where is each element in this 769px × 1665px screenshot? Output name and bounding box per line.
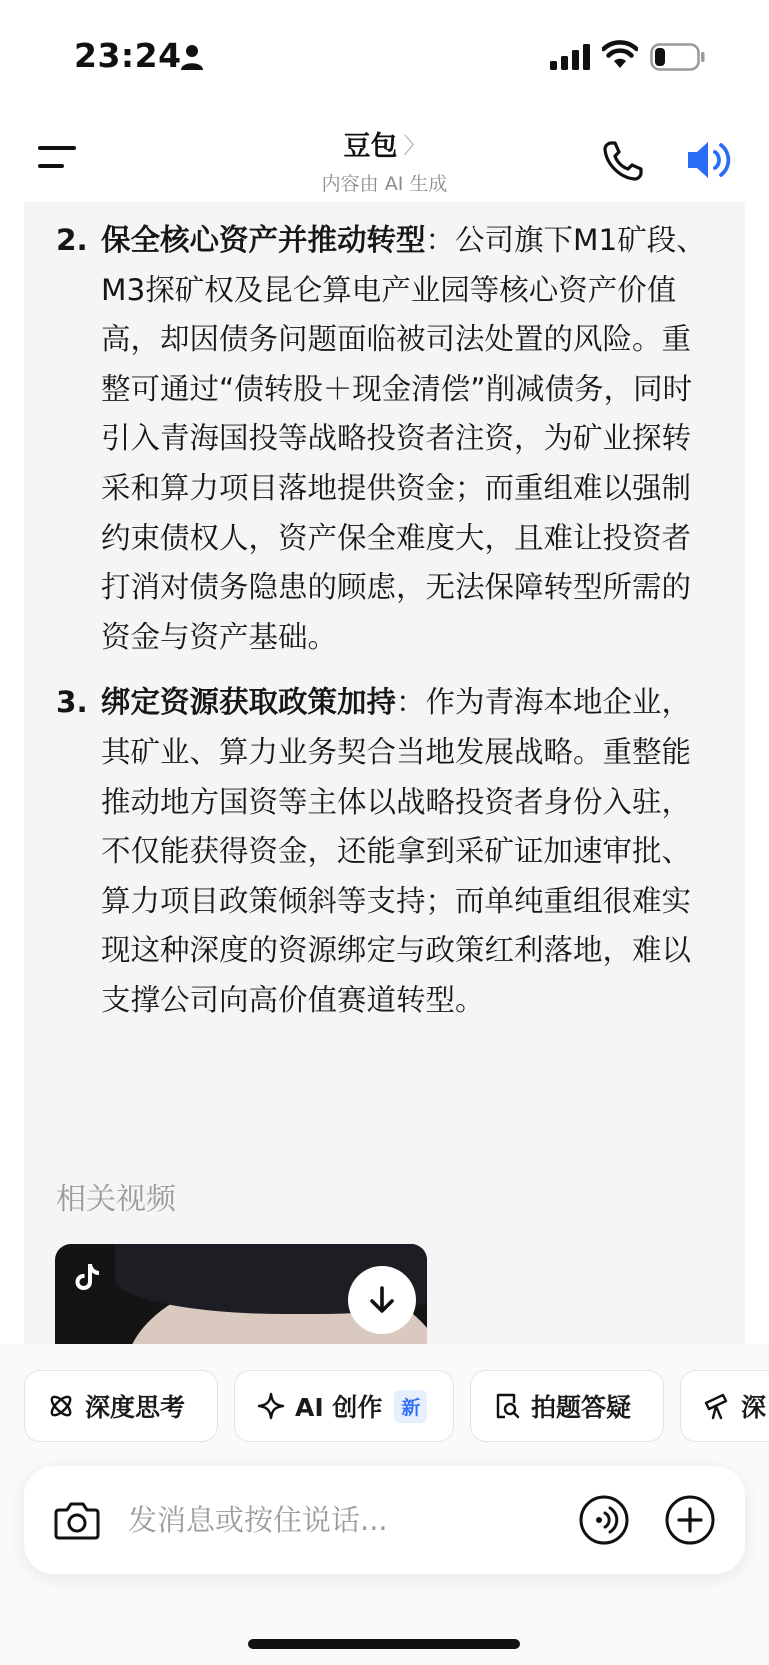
list-item-body: ：作为青海本地企业，其矿业、算力业务契合当地发展战略。重整能推动地方国资等主体以战略投资者身份入驻，不仅能获得资金，还能拿到采矿证加速审批、算力项目政策倾斜等支持；而单纯重组很难实现这种深度的资源绑定与政策红利落地，难以支撑公司向高价值赛道转型。: [101, 685, 692, 1017]
chip-ai-create[interactable]: [234, 1370, 454, 1442]
list-item-heading: 保全核心资产并推动转型: [101, 223, 426, 257]
doc-search-icon: [493, 1392, 521, 1420]
atom-icon: [47, 1392, 75, 1420]
assistant-message: [24, 202, 745, 1344]
sparkle-icon: [257, 1392, 285, 1420]
chip-deep-research[interactable]: [680, 1370, 769, 1442]
home-indicator[interactable]: [248, 1639, 520, 1649]
related-videos-title: 相关视频: [56, 1182, 176, 1217]
new-badge: 新: [394, 1390, 427, 1423]
add-icon[interactable]: [664, 1494, 716, 1546]
chip-photo-question[interactable]: [470, 1370, 664, 1442]
list-item: [24, 216, 745, 662]
message-input[interactable]: [128, 1496, 568, 1544]
list-item-number: 3.: [56, 685, 88, 720]
list-item-number: 2.: [56, 223, 88, 257]
status-time: 23:24: [74, 36, 182, 75]
header-title-group[interactable]: [0, 124, 769, 196]
chip-label: 深: [741, 1393, 767, 1422]
download-button[interactable]: [348, 1266, 416, 1334]
list-item: [24, 678, 745, 1025]
phone-icon[interactable]: [602, 140, 644, 182]
quick-actions: [0, 1344, 769, 1466]
chat-header: [0, 112, 769, 202]
arrow-down-icon: [367, 1285, 397, 1315]
message-list: [24, 216, 745, 1042]
person-icon: [180, 44, 204, 70]
cellular-signal-icon: [550, 44, 590, 70]
composer-area: [0, 1466, 769, 1665]
chip-label: AI 创作: [295, 1393, 383, 1422]
list-item-body: ：公司旗下M1矿段、M3探矿权及昆仑算电产业园等核心资产价值高，却因债务问题面临被司法处置的风险。重整可通过“债转股＋现金清偿”削减债务，同时引入青海国投等战略投资者注资，为矿业探转采和算力项目落地提供资金；而重组难以强制约束债权人，资产保全难度大，且难让投资者打消对债务隐患的顾虑，无法保障转型所需的资金与资产基础。: [101, 223, 706, 654]
ai-generated-notice: 内容由 AI 生成: [321, 173, 448, 195]
chip-deep-thinking[interactable]: [24, 1370, 218, 1442]
list-item-heading: 绑定资源获取政策加持: [101, 685, 397, 720]
status-bar: [0, 0, 769, 112]
voice-input-icon[interactable]: [578, 1494, 630, 1546]
composer: [24, 1466, 745, 1574]
battery-icon: [650, 42, 706, 72]
speaker-icon[interactable]: [686, 138, 734, 182]
page-title[interactable]: 豆包: [343, 131, 398, 162]
chip-label: 拍题答疑: [531, 1393, 632, 1422]
video-thumbnail[interactable]: [55, 1244, 427, 1344]
chevron-right-icon: 〉: [403, 134, 426, 159]
camera-icon[interactable]: [54, 1498, 100, 1542]
tiktok-icon: [73, 1262, 101, 1292]
telescope-icon: [703, 1392, 731, 1420]
chip-label: 深度思考: [85, 1393, 186, 1422]
wifi-icon: [602, 40, 638, 70]
